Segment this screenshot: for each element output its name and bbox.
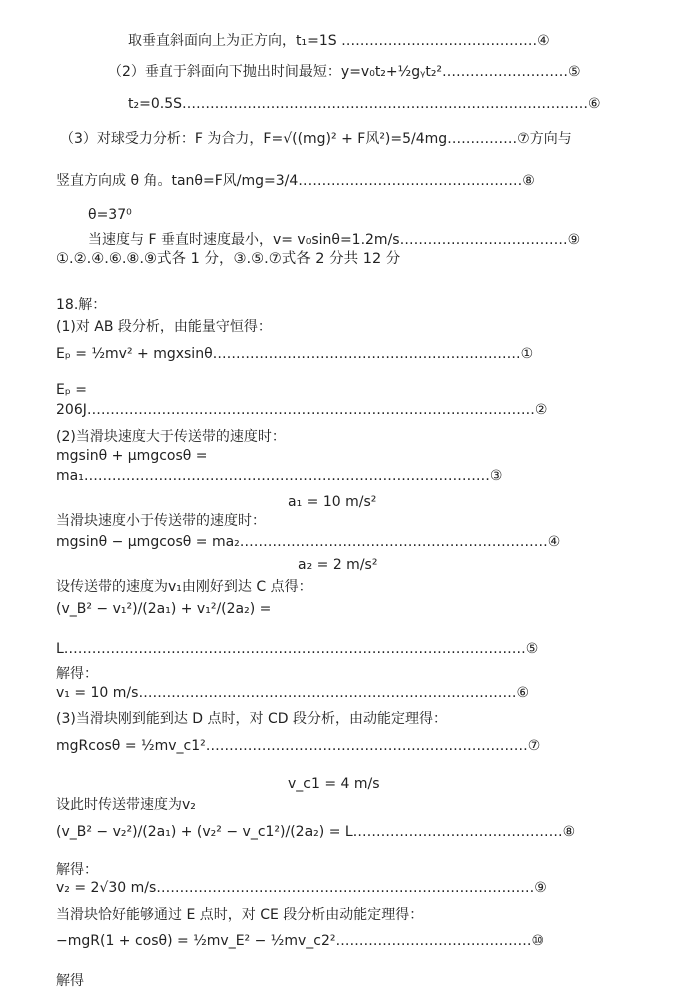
solution-line: 取垂直斜面向上为正方向，t₁=1S ……………………………………④ [128, 33, 550, 49]
solution-line: 206J……………………………………………………………………………………② [56, 402, 548, 418]
solution-line: t₂=0.5S……………………………………………………………………………⑥ [128, 96, 601, 112]
solution-line: (3)当滑块刚到能到达 D 点时，对 CD 段分析，由动能定理得： [56, 711, 447, 727]
solution-line: Eₚ = ½mv² + mgxsinθ…………………………………………………………① [56, 346, 534, 362]
solution-line: 解得： [56, 666, 98, 682]
solution-line: 设传送带的速度为v₁由刚好到达 C 点得： [56, 579, 313, 595]
solution-line: 当滑块速度小于传送带的速度时： [56, 513, 266, 529]
solution-line: 当速度与 F 垂直时速度最小，v= v₀sinθ=1.2m/s………………………………⑨ [88, 232, 581, 248]
solution-line: ①.②.④.⑥.⑧.⑨式各 1 分，③.⑤.⑦式各 2 分共 12 分 [56, 251, 401, 267]
solution-line: mgsinθ + μmgcosθ = [56, 448, 208, 464]
solution-line: v₁ = 10 m/s………………………………………………………………………⑥ [56, 685, 529, 701]
solution-line: （2）垂直于斜面向下抛出时间最短：y=v₀t₂+½gᵧt₂²………………………⑤ [108, 64, 581, 80]
solution-line: 解得： [56, 862, 98, 878]
solution-line: a₂ = 2 m/s² [298, 557, 378, 573]
solution-line: 当滑块恰好能够通过 E 点时，对 CE 段分析由动能定理得： [56, 907, 424, 923]
solution-line: Eₚ = [56, 382, 88, 398]
solution-line: （3）对球受力分析：F 为合力，F=√((mg)² + F风²)=5/4mg……………⑦方向与 [60, 131, 572, 147]
solution-line: L………………………………………………………………………………………⑤ [56, 641, 539, 657]
solution-line: v_c1 = 4 m/s [288, 776, 380, 792]
solution-line: (v_B² − v₁²)/(2a₁) + v₁²/(2a₂) = [56, 601, 272, 617]
solution-line: a₁ = 10 m/s² [288, 494, 377, 510]
solution-line: mgRcosθ = ½mv_c1²……………………………………………………………⑦ [56, 738, 541, 754]
solution-line: mgsinθ − μmgcosθ = ma₂…………………………………………………………④ [56, 534, 561, 550]
solution-line: −mgR(1 + cosθ) = ½mv_E² − ½mv_c2²……………………………………⑩ [56, 933, 545, 949]
solution-line: 设此时传送带速度为v₂ [56, 797, 196, 813]
solution-line: ma₁……………………………………………………………………………③ [56, 468, 503, 484]
solution-line: v₂ = 2√30 m/s………………………………………………………………………⑨ [56, 880, 547, 896]
solution-line: θ=37⁰ [88, 207, 132, 223]
solution-line: 解得 [56, 973, 84, 989]
solution-line: (1)对 AB 段分析，由能量守恒得： [56, 319, 272, 335]
solution-line: (v_B² − v₂²)/(2a₁) + (v₂² − v_c1²)/(2a₂) = L………………………………………⑧ [56, 824, 576, 840]
solution-line: 竖直方向成 θ 角。tanθ=F风/mg=3/4…………………………………………⑧ [56, 173, 535, 189]
solution-line: (2)当滑块速度大于传送带的速度时： [56, 429, 286, 445]
solution-line: 18.解： [56, 297, 107, 313]
